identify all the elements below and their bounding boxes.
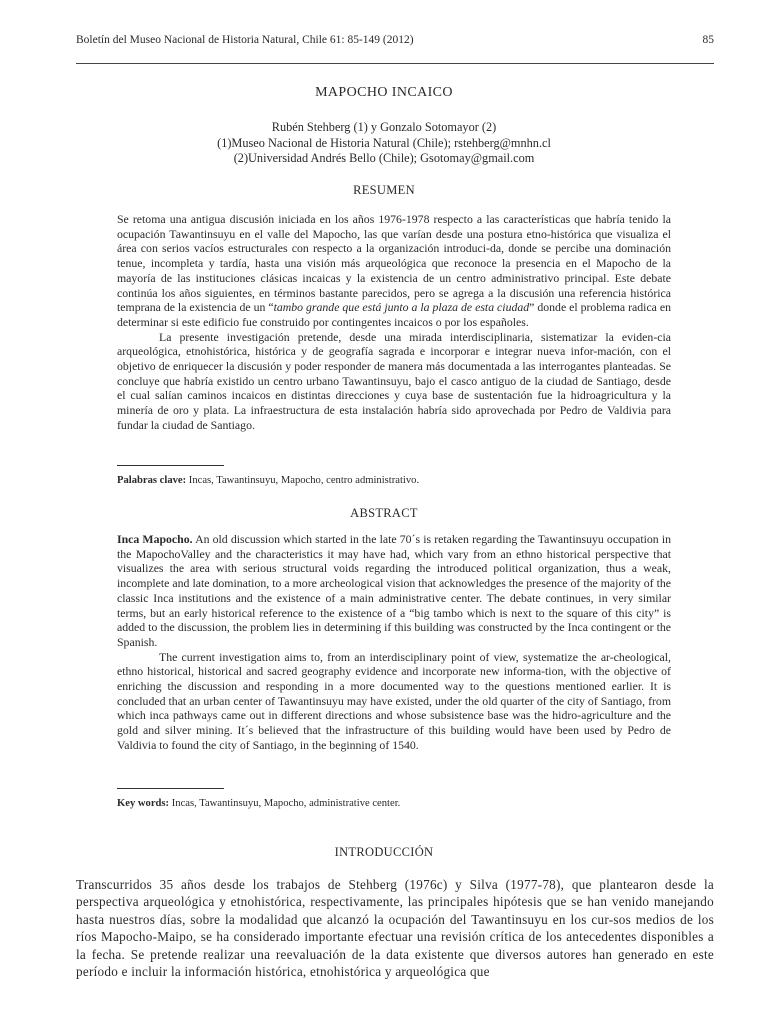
running-header (76, 33, 714, 47)
abstract-keywords (117, 797, 697, 810)
affiliation-1: (1)Museo Nacional de Historia Natural (Chile); rstehberg@mnhn.cl (217, 135, 551, 150)
abstract-body (117, 532, 671, 753)
resumen-heading: RESUMEN (353, 183, 415, 197)
resumen-paragraph-1: Se retoma una antigua discusión iniciada en los años 1976-1978 respecto a las características que habría tenido la ocupación Tawantinsuyu en el valle del Mapocho, las que varían desde una postura etno-histórica que visualiza el área con serios vacíos estructurales con respecto a la organización introduci-da, donde se percibe una dominación tenue, incompleta y tardía, hasta una visión más arqueológica que reconoce la presencia en el Mapocho de la mayoría de las instituciones clásicas incaicas y la existencia de un centro administrativo principal. Este debate continúa los años siguientes, en términos bastante parecidos, pero se agrega a la discusión una referencia histórica temprana de la existencia de un “tambo grande que está junto a la plaza de esta ciudad” donde el problema radica en determinar si este edificio fue construido por contingentes incaicos o por los españoles. (117, 212, 672, 329)
introduccion-body (76, 876, 714, 980)
resumen-keywords (117, 474, 697, 487)
journal-citation: Boletín del Museo Nacional de Historia Natural, Chile 61: 85-149 (2012) (76, 34, 414, 46)
abstract-keywords-rule (117, 788, 224, 789)
resumen-body (117, 212, 671, 433)
introduccion-heading: INTRODUCCIÓN (334, 845, 434, 859)
abstract-paragraph-2: The current investigation aims to, from an interdisciplinary point of view, systematize the ar-cheological, ethno historical, historical and sacred geography evidence and incorporate new informa-tion, with the objective of enriching the discussion and responding in a more documented way to the questions mentioned earlier. It is concluded that an urban center of Tawantinsuyu may have existed, under the old quarter of the city of Santiago, from which inca pathways came out in different directions and whose subsistence base was the hidro-agriculture and the gold and silver mining. It´s believed that the infrastructure of this building would have been used by Pedro de Valdivia to found the city of Santiago, in the beginning of 1540. (117, 649, 671, 752)
resumen-keywords-rule (117, 465, 224, 466)
resumen-quote: tambo grande que está junto a la plaza de esta ciudad (273, 300, 530, 315)
keywords-label: Palabras clave: (117, 475, 187, 486)
keywords-list: Incas, Tawantinsuyu, Mapocho, centro administrativo. (188, 475, 420, 486)
abstract-lead: Inca Mapocho. (117, 532, 193, 546)
author-block (0, 120, 768, 167)
page-number: 85 (702, 34, 714, 46)
affiliation-2: (2)Universidad Andrés Bello (Chile); Gsotomay@gmail.com (233, 151, 535, 165)
article-title: MAPOCHO INCAICO (315, 85, 453, 100)
keywords-list: Incas, Tawantinsuyu, Mapocho, administrative center. (171, 798, 401, 809)
header-rule (76, 63, 714, 64)
author-names: Rubén Stehberg (1) y Gonzalo Sotomayor (2) (271, 120, 497, 134)
resumen-paragraph-2: La presente investigación pretende, desde una mirada interdisciplinaria, sistematizar la eviden-cia arqueológica, etnohistórica, histórica y de geografía sagrada e incorporar e integrar nueva infor-mación, con el objetivo de enriquecer la discusión y poder responder de manera más documentada a las interrogantes planteadas. Se concluye que habría existido un centro urbano Tawantinsuyu, bajo el casco antiguo de la ciudad de Santiago, desde el cual salían caminos incaicos en distintas direcciones y cuya base de sustentación fue la hidroagricultura y la minería de oro y plata. La infraestructura de esta instalación habría sido aprovechada por Pedro de Valdivia para fundar la ciudad de Santiago. (117, 329, 671, 432)
abstract-heading: ABSTRACT (350, 506, 418, 520)
keywords-label: Key words: (117, 798, 170, 809)
abstract-paragraph-1: Inca Mapocho. An old discussion which started in the late 70´s is retaken regarding the Tawantinsuyu occupation in the MapochoValley and the characteristics it may have had, which vary from an ethno historical perspective that visualizes the area with serious structural voids regarding the introduced political organization, thus a weak, incomplete and late domination, to a more archeological vision that acknowledges the presence of the majority of the classic Inca institutions and the existence of a main administrative center. The debate continues, in very similar terms, but an early historical reference to the existence of a “big tambo which is next to the square of this city” is added to the discussion, the problem lies in determining if this building was constructed by the Inca contingent or the Spanish. (117, 532, 671, 649)
introduccion-paragraph-1: Transcurridos 35 años desde los trabajos de Stehberg (1976c) y Silva (1977-78), que plantearon desde la perspectiva arqueológica y etnohistórica, respectivamente, las principales hipótesis que se han venido manejando hasta nuestros días, sobre la modalidad que alcanzó la ocupación del Tawantinsuyu en los cur-sos medios de los ríos Mapocho-Maipo, se ha considerado importante efectuar una revisión crítica de los antecedentes disponibles a la fecha. Se pretende realizar una reevaluación de la data existente que diversos autores han generado en este período e incluir la información histórica, etnohistórica y arqueológica que (76, 877, 714, 980)
